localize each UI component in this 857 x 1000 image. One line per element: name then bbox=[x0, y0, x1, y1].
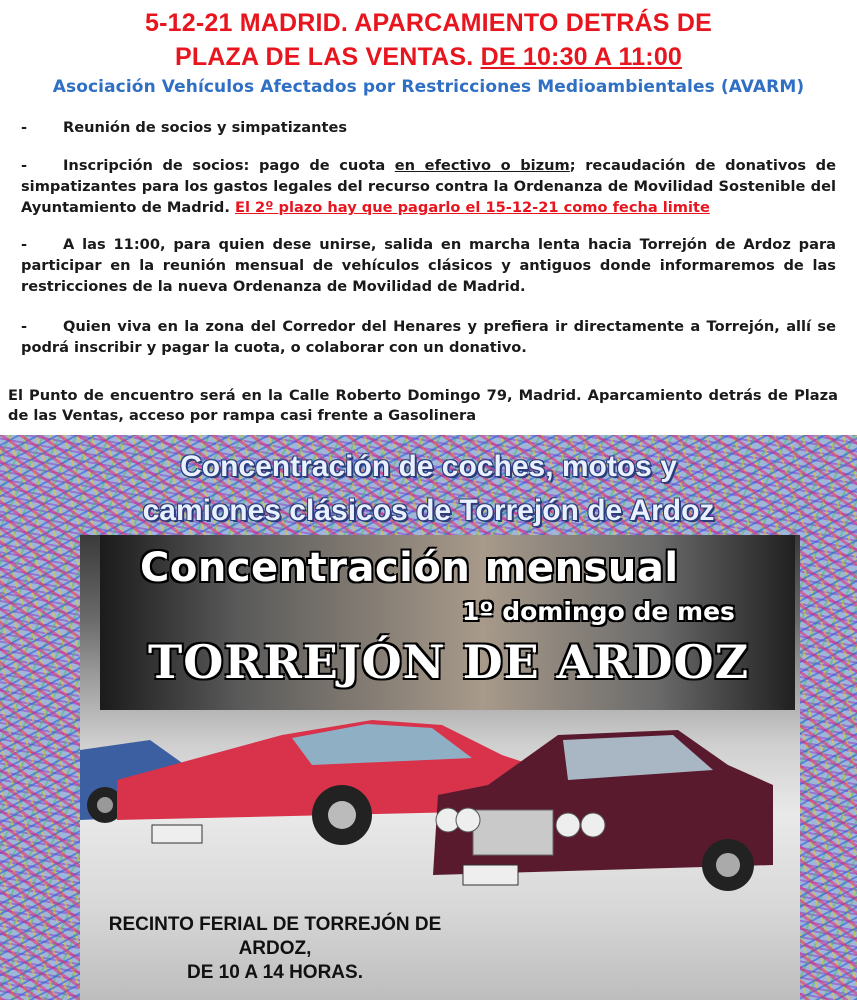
event-hours: DE 10 A 14 HORAS. bbox=[187, 962, 363, 983]
title-time: DE 10:30 A 11:00 bbox=[480, 43, 683, 71]
agenda-item-text: Quien viva en la zona del Corredor del Henares y prefiera ir directamente a Torrejón, allí se podrá inscribir y pagar la cuota, o colaborar con un donativo. bbox=[21, 318, 836, 356]
bullet-dash: - bbox=[21, 157, 28, 174]
banner-subtitle: 1º domingo de mes bbox=[462, 597, 735, 626]
banner-town: TORREJÓN DE ARDOZ bbox=[148, 635, 750, 689]
page-title-line-1: 5-12-21 MADRID. APARCAMIENTO DETRÁS DE bbox=[145, 9, 712, 37]
agenda-item-text: ; recaudación de donativos de simpatizantes para los gastos legales del recurso contra la Ordenanza de Movilidad Sostenible del Ayuntamiento de Madrid. bbox=[21, 157, 836, 216]
payment-method-text: en efectivo o bizum bbox=[394, 157, 570, 174]
meeting-point-text: El Punto de encuentro será en la Calle Roberto Domingo 79, Madrid. Aparcamiento detrás de Plaza de las Ventas, acceso por rampa casi frente a Gasolinera bbox=[8, 387, 838, 424]
deadline-notice: El 2º plazo hay que pagarlo el 15-12-21 como fecha limite bbox=[234, 199, 710, 216]
venue-line-2: ARDOZ, bbox=[238, 938, 312, 959]
bullet-dash: - bbox=[21, 119, 28, 136]
venue-line-1: RECINTO FERIAL DE TORREJÓN DE bbox=[108, 914, 442, 935]
poster-heading-line-1: Concentración de coches, motos y bbox=[180, 450, 677, 483]
bullet-dash: - bbox=[21, 318, 28, 335]
agenda-item-henares bbox=[21, 316, 836, 358]
agenda-item-meeting bbox=[21, 117, 836, 138]
classic-sedan-image bbox=[428, 725, 778, 915]
banner-title: Concentración mensual bbox=[140, 545, 679, 591]
agenda-item-departure bbox=[21, 234, 836, 297]
page-title-line-2 bbox=[0, 40, 857, 74]
agenda-item-registration bbox=[21, 155, 836, 218]
agenda-item-text: Reunión de socios y simpatizantes bbox=[63, 119, 348, 136]
association-subtitle: Asociación Vehículos Afectados por Restricciones Medioambientales (AVARM) bbox=[52, 77, 805, 97]
poster-heading-line-2: camiones clásicos de Torrejón de Ardoz bbox=[142, 494, 715, 527]
title-location: PLAZA DE LAS VENTAS. bbox=[174, 43, 481, 71]
event-poster bbox=[0, 435, 857, 1000]
agenda-item-text: A las 11:00, para quien dese unirse, salida en marcha lenta hacia Torrejón de Ardoz para participar en la reunión mensual de vehículos clásicos y antiguos donde informaremos de las restricciones de la nueva Ordenanza de Movilidad de Madrid. bbox=[21, 236, 836, 295]
bullet-dash: - bbox=[21, 236, 28, 253]
agenda-item-text: Inscripción de socios: pago de cuota bbox=[63, 157, 395, 174]
